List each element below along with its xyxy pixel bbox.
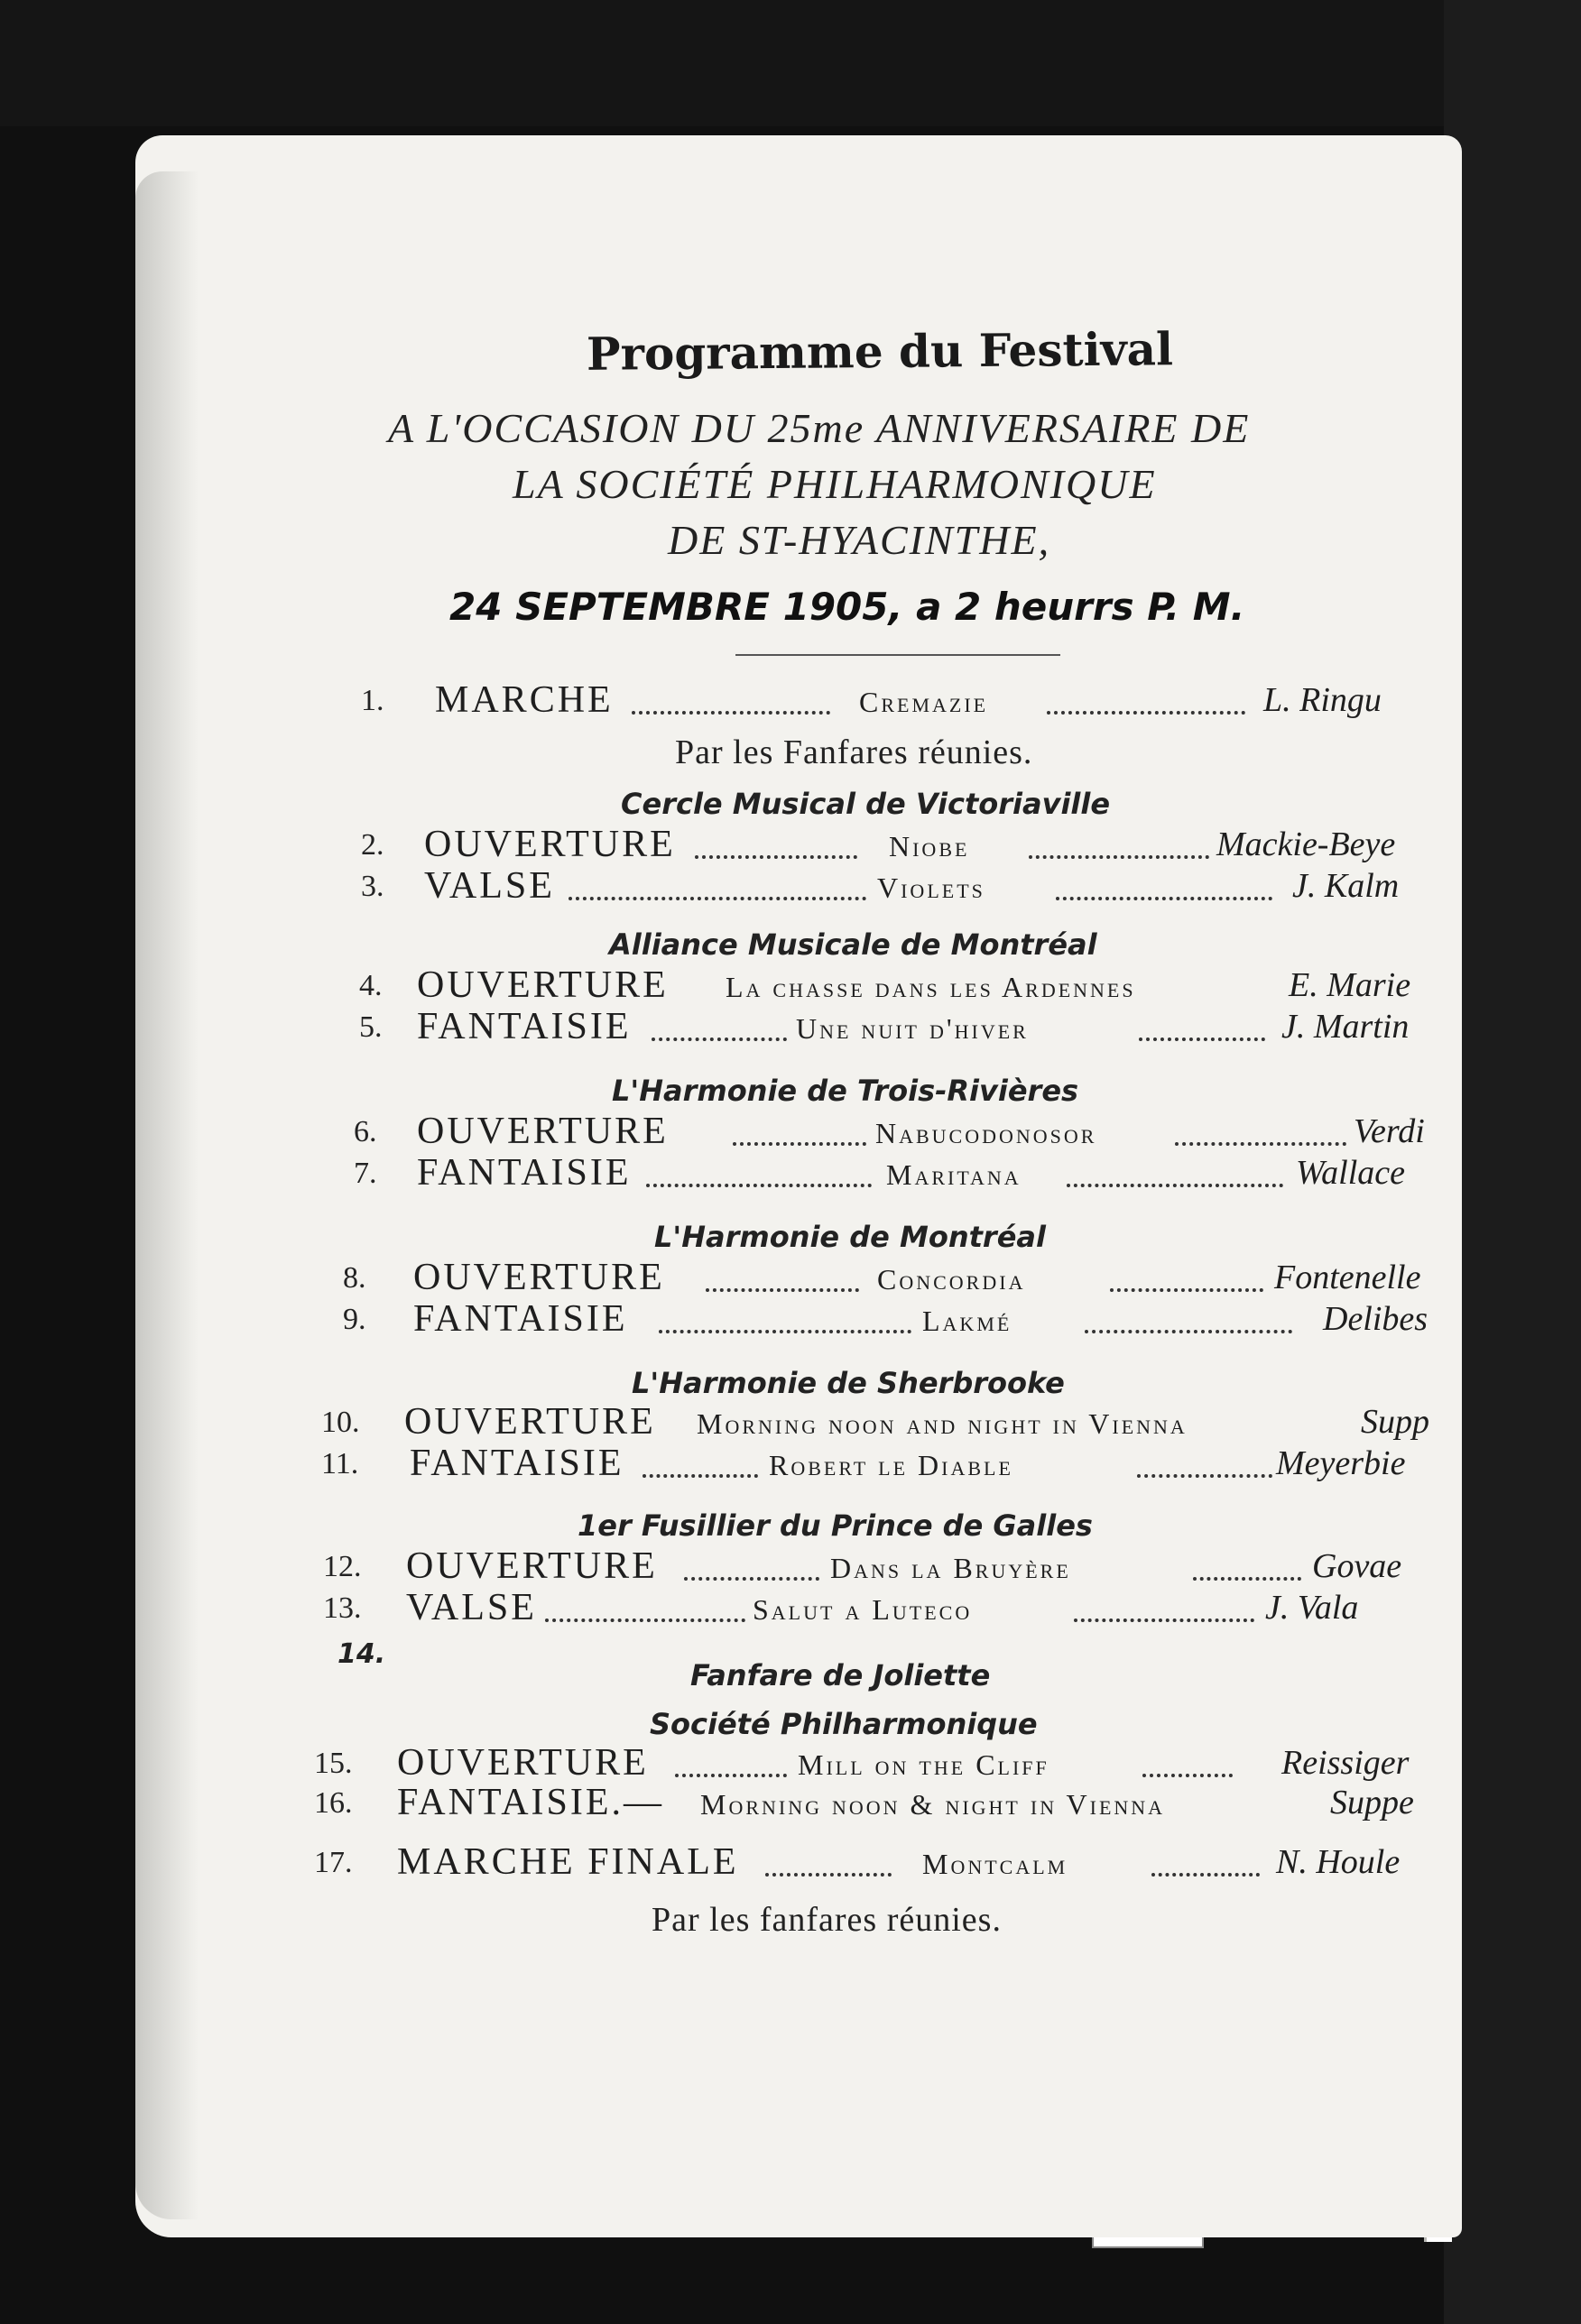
item-number: 11. xyxy=(321,1447,359,1480)
programme-item xyxy=(0,678,1444,733)
leader-dots xyxy=(1110,1281,1263,1292)
item-piece: FANTAISIE xyxy=(417,1152,632,1194)
item-composer: Govae xyxy=(1312,1547,1402,1585)
leader-dots xyxy=(643,1467,758,1478)
performer-note: Par les Fanfares réunies. xyxy=(675,733,1033,771)
item-composer: Meyerbie xyxy=(1276,1444,1406,1482)
leader-dots xyxy=(684,1570,819,1581)
programme-item xyxy=(0,1151,1444,1205)
item-title: Montcalm xyxy=(922,1848,1068,1880)
item-title: Violets xyxy=(877,872,985,904)
band-heading: 1er Fusillier du Prince de Galles xyxy=(578,1508,1093,1543)
item-number: 13. xyxy=(323,1591,362,1625)
item-number-14: 14. xyxy=(337,1638,386,1670)
item-composer: E. Marie xyxy=(1289,966,1411,1004)
subtitle-line-1: A L'OCCASION DU 25me ANNIVERSAIRE DE xyxy=(388,405,1251,451)
item-title: Nabucodonosor xyxy=(875,1117,1097,1149)
leader-dots xyxy=(1067,1176,1283,1187)
leader-dots xyxy=(1085,1323,1292,1333)
background-top xyxy=(0,0,1581,126)
item-piece: OUVERTURE xyxy=(413,1257,665,1298)
item-piece: VALSE xyxy=(424,865,555,907)
item-composer: Mackie-Beye xyxy=(1216,825,1396,863)
item-composer: J. Martin xyxy=(1281,1008,1410,1046)
item-piece: OUVERTURE xyxy=(424,824,676,865)
item-composer: Supp xyxy=(1361,1403,1429,1441)
item-number: 5. xyxy=(359,1010,383,1044)
item-number: 6. xyxy=(354,1115,377,1148)
item-number: 3. xyxy=(361,870,384,903)
item-title: La chasse dans les Ardennes xyxy=(726,971,1136,1003)
item-number: 12. xyxy=(323,1550,362,1583)
subtitle-line-2: LA SOCIÉTÉ PHILHARMONIQUE xyxy=(513,461,1157,507)
leader-dots xyxy=(646,1176,872,1187)
leader-dots xyxy=(659,1323,911,1333)
item-number: 10. xyxy=(321,1406,360,1439)
leader-dots xyxy=(1056,890,1272,900)
programme-item xyxy=(0,1297,1444,1351)
leader-dots xyxy=(706,1281,859,1292)
programme-title: Programme du Festival xyxy=(586,322,1174,381)
subtitle-line-3: DE ST-HYACINTHE, xyxy=(668,517,1051,563)
programme-item xyxy=(0,1442,1444,1496)
leader-dots xyxy=(1029,848,1209,859)
background-right xyxy=(1444,0,1581,2324)
item-composer: N. Houle xyxy=(1276,1843,1401,1881)
band-heading: L'Harmonie de Sherbrooke xyxy=(632,1366,1065,1400)
item-title: Dans la Bruyère xyxy=(830,1552,1071,1584)
item-number: 4. xyxy=(359,969,383,1002)
leader-dots xyxy=(1175,1135,1346,1146)
item-number: 17. xyxy=(314,1846,353,1879)
leader-dots xyxy=(765,1866,892,1877)
item-piece: OUVERTURE xyxy=(417,1111,669,1152)
item-title: Morning noon and night in Vienna xyxy=(697,1407,1188,1440)
item-title: Salut a Luteco xyxy=(753,1593,973,1626)
item-piece: FANTAISIE xyxy=(413,1298,628,1340)
item-number: 1. xyxy=(361,684,384,717)
item-title: Maritana xyxy=(886,1158,1022,1191)
event-date: 24 SEPTEMBRE 1905, a 2 heurrs P. M. xyxy=(449,585,1245,629)
band-heading: Société Philharmonique xyxy=(650,1707,1038,1741)
leader-dots xyxy=(1139,1030,1265,1041)
item-piece: FANTAISIE xyxy=(417,1006,632,1047)
item-piece: OUVERTURE xyxy=(404,1401,656,1443)
performer-note: Par les fanfares réunies. xyxy=(652,1901,1002,1939)
leader-dots xyxy=(1142,1766,1233,1777)
item-number: 7. xyxy=(354,1157,377,1190)
item-title: Une nuit d'hiver xyxy=(796,1012,1029,1045)
band-heading: L'Harmonie de Trois-Rivières xyxy=(612,1074,1079,1108)
leader-dots xyxy=(675,1766,787,1777)
programme-item xyxy=(0,864,1444,918)
divider xyxy=(735,654,1060,656)
item-piece: MARCHE FINALE xyxy=(397,1841,739,1883)
item-composer: Fontenelle xyxy=(1274,1259,1421,1296)
leader-dots xyxy=(1193,1570,1301,1581)
item-title: Morning noon & night in Vienna xyxy=(700,1788,1166,1821)
item-piece: FANTAISIE xyxy=(410,1443,624,1484)
item-composer: J. Kalm xyxy=(1292,867,1400,905)
item-composer: Suppe xyxy=(1330,1784,1414,1821)
band-heading: Alliance Musicale de Montréal xyxy=(609,927,1097,962)
leader-dots xyxy=(632,704,830,715)
item-title: Robert le Diable xyxy=(769,1449,1013,1481)
leader-dots xyxy=(733,1135,866,1146)
band-heading: Fanfare de Joliette xyxy=(690,1658,991,1692)
item-composer: Reissiger xyxy=(1281,1744,1410,1782)
item-number: 8. xyxy=(343,1261,366,1295)
programme-item xyxy=(0,1840,1444,1895)
leader-dots xyxy=(695,848,857,859)
item-composer: Verdi xyxy=(1354,1112,1425,1150)
leader-dots xyxy=(1047,704,1245,715)
item-number: 15. xyxy=(314,1747,353,1780)
item-composer: L. Ringu xyxy=(1263,681,1382,719)
item-composer: Wallace xyxy=(1296,1154,1406,1192)
programme-item xyxy=(0,1781,1444,1835)
leader-dots xyxy=(1151,1866,1260,1877)
band-heading: L'Harmonie de Montréal xyxy=(654,1220,1046,1254)
item-piece: FANTAISIE.— xyxy=(397,1782,665,1823)
item-composer: J. Vala xyxy=(1265,1589,1359,1627)
leader-dots xyxy=(545,1611,745,1622)
programme-item xyxy=(0,1586,1444,1640)
item-number: 2. xyxy=(361,828,384,862)
leader-dots xyxy=(1137,1467,1272,1478)
item-number: 16. xyxy=(314,1786,353,1820)
programme-item xyxy=(0,1005,1444,1059)
item-title: Lakmé xyxy=(922,1305,1012,1337)
item-composer: Delibes xyxy=(1323,1300,1428,1338)
item-title: Mill on the Cliff xyxy=(798,1748,1049,1781)
item-number: 9. xyxy=(343,1303,366,1336)
item-piece: OUVERTURE xyxy=(406,1545,658,1587)
leader-dots xyxy=(652,1030,787,1041)
leader-dots xyxy=(1074,1611,1254,1622)
item-title: Concordia xyxy=(877,1263,1026,1296)
item-piece: OUVERTURE xyxy=(397,1742,649,1784)
item-title: Niobe xyxy=(889,830,970,862)
item-title: Cremazie xyxy=(859,686,989,718)
item-piece: MARCHE xyxy=(435,679,614,721)
item-piece: OUVERTURE xyxy=(417,964,669,1006)
item-piece: VALSE xyxy=(406,1587,537,1628)
leader-dots xyxy=(569,890,866,900)
band-heading: Cercle Musical de Victoriaville xyxy=(621,787,1111,821)
